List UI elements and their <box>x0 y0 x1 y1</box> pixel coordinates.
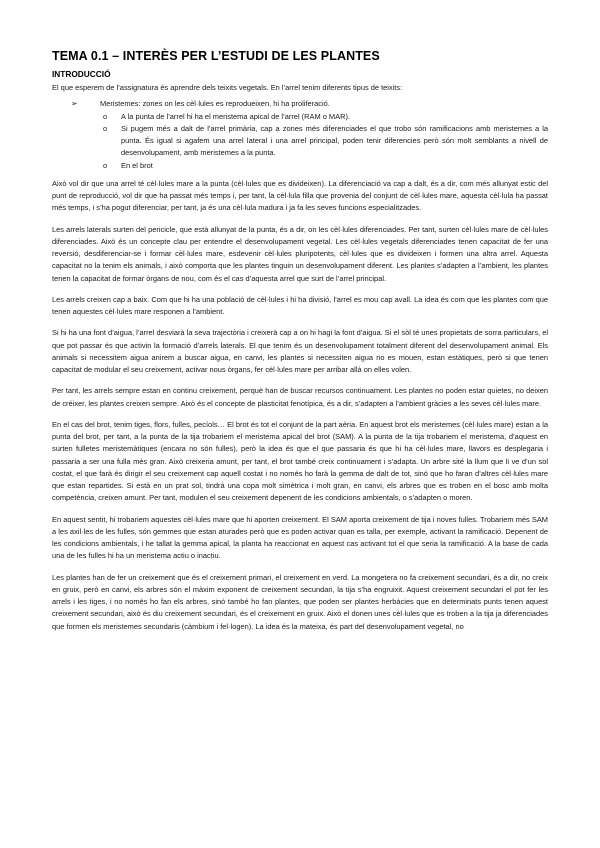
body-paragraph: Les arrels laterals surten del pericicle, que està allunyat de la punta, és a dir, on les cèl·lules diferenciades. Per tant, surten cèl·lules mare de cèl·lules diferenciades. Això és un concepte clau per entendre el desenvolupament vegetal. Les cèl·lules vegetals diferenciades tenen capacitat de fer una reversió, desdiferenciar-se i formar cèl·lules mare, esdevenir cèl·lules pluripotents, cèl·lules que es divideixen i formen una altra arrel. Aquesta capacitat no la tenim els animals, i això comporta que les plantes tinguin un desenvolupament diferent. Les plantes s’adapten a l’ambient, les plantes tenen la capacitat de formar òrgans de nou, com és el cas d’aquesta arrel que surt de l’arrel principal. <box>52 224 548 283</box>
section-heading: INTRODUCCIÓ <box>52 69 111 79</box>
sub-list-item <box>100 160 548 172</box>
arrow-bullet-icon: ➢ <box>71 99 78 109</box>
sub-list <box>100 111 548 172</box>
body-paragraph: Les arrels creixen cap a baix. Com que hi ha una població de cèl·lules i hi ha divisió, l’arrel es mou cap avall. La idea és com que les plantes com que tenen aquestes cèl·lules mare responen a l’ambient. <box>52 294 548 316</box>
body-paragraph: En aquest sentit, hi trobariem aquestes cèl·lules mare que hi aporten creixement. El SAM aporta creixement de tija i noves fulles. Trobariem més SAM a les axil·les de les fulles, són gemmes que estan aturades però que es poden activar quan es talla, per exemple, activant la ramificació. Depenent de les condicions ambientals, i he tallat la gemma apical, la planta ha reaccionat en aquest cas activant tot el que seria la ramificació. A la base de cada una de les fulles hi ha un meristema actiu o inactiu. <box>52 514 548 561</box>
list-item <box>52 98 548 172</box>
body-paragraph: Per tant, les arrels sempre estan en continu creixement, perquè han de buscar recursos continuament. Les plantes no poden estar quietes, no deixen de créixer, les plantes creixen sempre. Això és el concepte de plasticitat fenotípica, és a dir, s’adapten a l’ambient gràcies a les seves cèl·lules mare. <box>52 386 548 408</box>
sub-list-item-text: A la punta de l’arrel hi ha el meristema apical de l’arrel (RAM o MAR). <box>121 111 351 121</box>
body-paragraph: Això vol dir que una arrel té cèl·lules mare a la punta (cèl·lules que es divideixen). La diferenciació va cap a dalt, és a dir, com més allunyat estic del punt de reproducció, vol dir que ha passat més temps i, per tant, la cèl·lula filla que provenia del conjunt de cèl·lules mare, aquesta cèl·lula ha passat més temps, i s’ha pogut diferenciar, per tant, ja és una cèl·lula madura i ja fa les seves funcions especialitzades. <box>52 178 548 213</box>
page-title: TEMA 0.1 – INTERÈS PER L’ESTUDI DE LES PLANTES <box>52 49 380 63</box>
circle-bullet-icon: o <box>103 111 108 121</box>
circle-bullet-icon: o <box>103 123 108 133</box>
body-paragraph: En el cas del brot, tenim tiges, flors, fulles, pecíols… El brot és tot el conjunt de la part aèria. En aquest brot els meristemes (cèl·lules mare) estan a la punta del brot, per tant, a la punta de la tija trobariem el meristema apical del brot (SAM). A la punta de la tija trobariem el meristema, d’aquest en surten fulletes meristemàtiques (encara no són fulles), però la idea és que el que passaria és que hi ha cèl·lules mare, llavors es desplegaria i passaria a ser una fulla més gran. Això creixeria amunt, per tant, el brot també creix continuament i s’adapta. Un arbre sité la llum que li ve d’un sol costat, el que farà és dirigir el seu creixement cap aquell costat i no només ho farà la gemma de dalt de tot, sinó que ho faran d’altres cèl·lules mare que estan repartides. Si està en un prat sol, tindrà una copa molt simètrica i molt gran, en canvi, els arbres que es troben en el bosc amb molta competència, creixen amunt. Per tant, modulen el seu creixement depenent de les condicions ambientals, o s’adapten o moren. <box>52 419 548 503</box>
sub-list-item <box>100 111 548 123</box>
sub-list-item-text: Si pugem més a dalt de l’arrel primària, cap a zones més diferenciades el que trobo són ramificacions amb meristemes a la punta. És igual si agafem una arrel lateral i una arrel principal, poden tenir diferencies però són molt semblants a nivell de desenvolupament, amb meristemes a la punta. <box>121 123 548 158</box>
intro-paragraph: El que esperem de l’assignatura és aprendre dels teixits vegetals. En l’arrel tenim diferents tipus de teixits: <box>52 83 403 92</box>
list-item-text: Meristemes: zones on les cèl·lules es reprodueixen, hi ha proliferació. <box>100 99 330 109</box>
circle-bullet-icon: o <box>103 160 108 170</box>
meristem-list <box>52 98 548 172</box>
sub-list-item-text: En el brot <box>121 160 153 170</box>
body-paragraph: Les plantes han de fer un creixement que és el creixement primari, el creixement en verd. La mongetera no fa creixement secundari, és a dir, no creix en gruix, però en canvi, els arbres són el màxim exponent de creixement secundari, la tija s’ha engruixit. Aquest creixement secundari el pot fer les arrels i les tiges, i no només ho fan els arbres, sinó també ho fan plantes, que poden ser plantes herbàcies que en determinats punts tenen aquest creixement secundari, això és diu creixement secundari, és el creixement en gruix. Això el donen unes cèl·lules que es troben a la tija ja diferenciades que formen els meristemes secundaris (càmbium i fel·logen). La idea és la mateixa, és part del desenvolupament vegetal, no <box>52 572 548 631</box>
sub-list-item <box>100 123 548 160</box>
body-paragraph: Si hi ha una font d’aigua, l’arrel desviarà la seva trajectòria i creixerà cap a on hi hagi la font d’aigua. Si el sòl té unes propietats de sorra particulars, el que pot passar és que activin la formació d’arrels laterals. El que tenim és un desenvolupament totalment diferent del desenvolupament animal. Els animals si necessitem aigua anirem a buscar aigua, en canvi, les plantes si necessiten aigua no es mouen, estan estàtiques, però si que tenen capacitat de modular el seu creixement, activar nous òrgans, fer cèl·lules mare per arribar allà on elles volen. <box>52 328 548 374</box>
